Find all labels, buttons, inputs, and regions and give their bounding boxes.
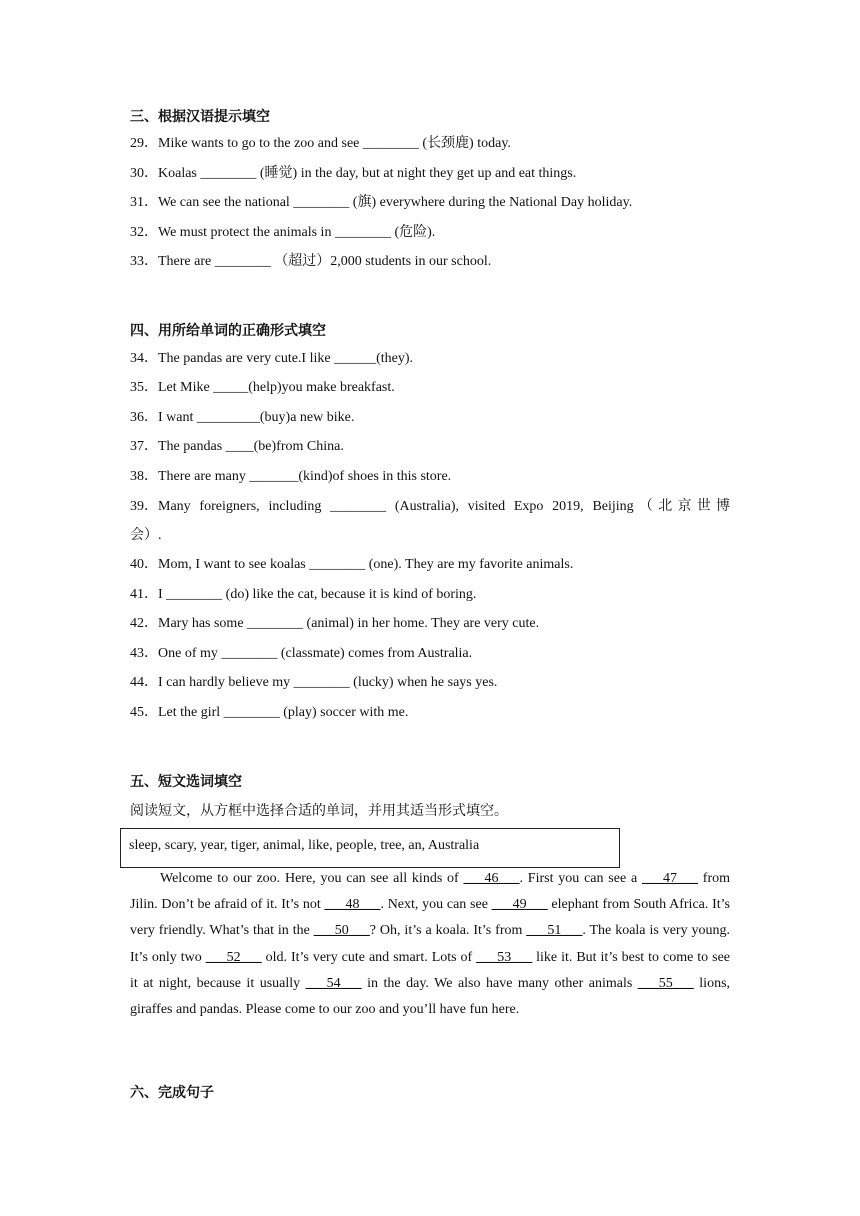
blank-46: ___46___ xyxy=(463,871,520,886)
blank-51: ___51___ xyxy=(526,923,583,939)
section-5-instruction: 阅读短文，从方框中选择合适的单词，并用其适当形式填空。 xyxy=(130,803,508,819)
section-6-title: 六、完成句子 xyxy=(130,1085,214,1101)
blank-55: ___55___ xyxy=(637,975,694,991)
blank-47: ___47___ xyxy=(641,871,698,886)
question-32: 32．We must protect the animals in ________ (危险). xyxy=(130,225,436,240)
question-29: 29．Mike wants to go to the zoo and see ________ (长颈鹿) today. xyxy=(130,136,511,151)
blank-48: ___48___ xyxy=(324,897,381,913)
section-5-title: 五、短文选词填空 xyxy=(130,774,242,790)
question-38: 38．There are many _______(kind)of shoes in this store. xyxy=(130,469,452,484)
question-30: 30．Koalas ________ (睡觉) in the day, but at night they get up and eat things. xyxy=(130,166,577,181)
question-43: 43．One of my ________ (classmate) comes from Australia. xyxy=(130,646,473,661)
blank-49: ___49___ xyxy=(491,897,548,913)
blank-50: ___50___ xyxy=(313,923,370,939)
question-37: 37．The pandas ____(be)from China. xyxy=(130,439,344,454)
question-45: 45．Let the girl ________ (play) soccer with me. xyxy=(130,705,409,720)
question-40: 40．Mom, I want to see koalas ________ (one). They are my favorite animals. xyxy=(130,557,574,572)
question-34: 34．The pandas are very cute.I like ______(they). xyxy=(130,351,414,366)
question-44: 44．I can hardly believe my ________ (lucky) when he says yes. xyxy=(130,675,498,690)
question-42: 42．Mary has some ________ (animal) in her home. They are very cute. xyxy=(130,616,540,631)
question-39-continuation: 会）. xyxy=(130,528,162,543)
cloze-passage: Welcome to our zoo. Here, you can see all kinds of ___46___. First you can see a ___47___ from Jilin. Don’t be afraid of it. It’s not ___48___. Next, you can see ___49___ elephant from South Africa. It’s very friendly. What’s that in the ___50___? Oh, it’s a koala. It’s from ___51___. The koala is very young. It’s only two ___52___ old. It’s very cute and smart. Lots of ___53___ like it. But it’s best to come to see it at night, because it usually ___54___ in the day. We also have many other animals ___55___ lions, giraffes and pandas. Please come to our zoo and you’ll have fun here. xyxy=(130,871,731,1018)
question-39: 39．Many foreigners, including ________ (Australia), visited Expo 2019, Beijing（北京世博 xyxy=(130,499,730,514)
blank-53: ___53___ xyxy=(476,949,533,965)
question-41: 41．I ________ (do) like the cat, because it is kind of boring. xyxy=(130,587,477,602)
blank-52: ___52___ xyxy=(205,949,262,965)
section-3-title: 三、根据汉语提示填空 xyxy=(130,109,270,125)
question-35: 35．Let Mike _____(help)you make breakfast. xyxy=(130,380,395,395)
blank-54: ___54___ xyxy=(305,975,362,991)
section-4-title: 四、用所给单词的正确形式填空 xyxy=(130,323,326,339)
question-31: 31．We can see the national ________ (旗) everywhere during the National Day holiday. xyxy=(130,195,633,210)
question-36: 36．I want _________(buy)a new bike. xyxy=(130,410,355,425)
question-33: 33．There are ________ （超过）2,000 students in our school. xyxy=(130,254,492,269)
word-bank-box: sleep, scary, year, tiger, animal, like, people, tree, an, Australia xyxy=(120,828,620,868)
